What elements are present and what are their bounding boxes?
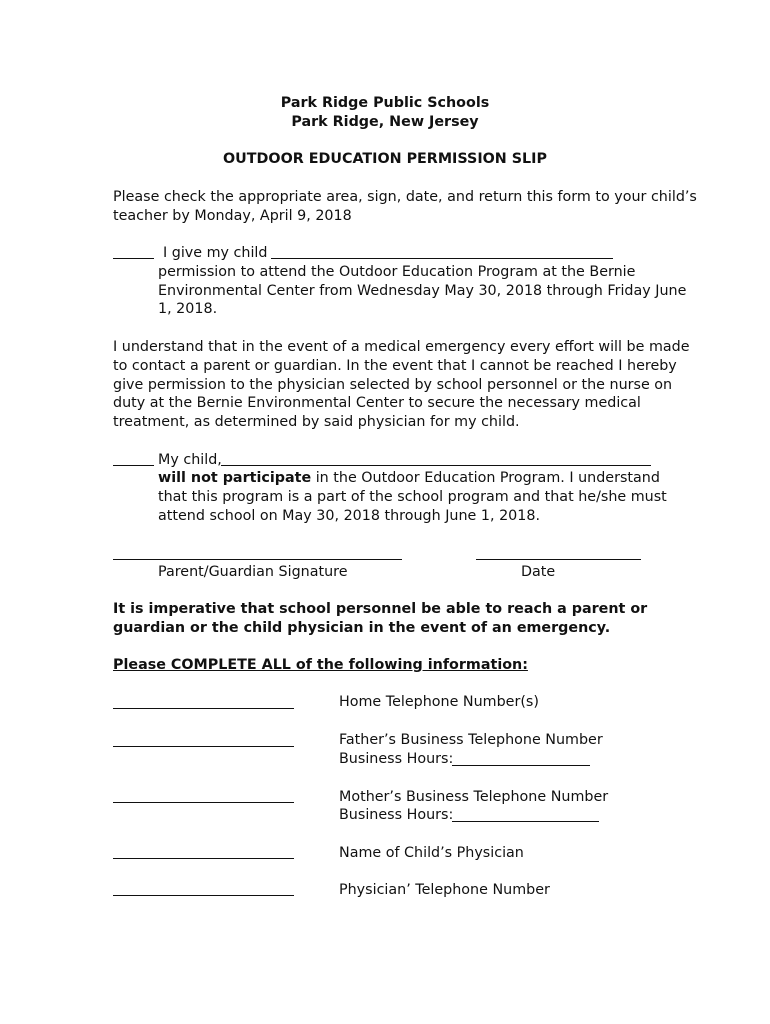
page-title: OUTDOOR EDUCATION PERMISSION SLIP <box>223 151 547 167</box>
physician-phone-field[interactable] <box>113 895 294 896</box>
decline-text-1 <box>158 469 660 487</box>
instructions-line-1: Please check the appropriate area, sign, date, and return this form to your child’s <box>113 189 697 205</box>
father-phone-field[interactable] <box>113 746 294 747</box>
child-name-field[interactable] <box>271 258 613 259</box>
notice-line-2: guardian or the child physician in the event of an emergency. <box>113 620 611 636</box>
date-label: Date <box>521 564 556 580</box>
medical-text-4: duty at the Bernie Environmental Center to secure the necessary medical <box>113 395 641 411</box>
physician-name-label: Name of Child’s Physician <box>339 845 524 861</box>
give-permission-text-3: 1, 2018. <box>158 301 218 317</box>
physician-phone-label: Physician’ Telephone Number <box>339 882 550 898</box>
father-hours-label: Business Hours: <box>339 751 454 767</box>
decline-child-name-field[interactable] <box>221 465 651 466</box>
mother-hours-label: Business Hours: <box>339 807 454 823</box>
medical-text-3: give permission to the physician selected by school personnel or the nurse on <box>113 377 673 393</box>
medical-text-1: I understand that in the event of a medical emergency every effort will be made <box>113 339 690 355</box>
give-permission-text-2: Environmental Center from Wednesday May 30, 2018 through Friday June <box>158 283 687 299</box>
mother-hours-field[interactable] <box>452 821 599 822</box>
give-permission-check-blank[interactable] <box>113 258 154 259</box>
school-name: Park Ridge Public Schools <box>280 95 490 111</box>
father-hours-field[interactable] <box>452 765 590 766</box>
medical-text-2: to contact a parent or guardian. In the event that I cannot be reached I hereby <box>113 358 677 374</box>
date-field[interactable] <box>476 559 641 560</box>
mother-phone-label: Mother’s Business Telephone Number <box>339 789 609 805</box>
decline-label: My child, <box>158 452 222 468</box>
instructions-line-2: teacher by Monday, April 9, 2018 <box>113 208 352 224</box>
physician-name-field[interactable] <box>113 858 294 859</box>
give-permission-label: I give my child <box>163 245 268 261</box>
give-permission-text-1: permission to attend the Outdoor Education Program at the Bernie <box>158 264 636 280</box>
medical-text-5: treatment, as determined by said physician for my child. <box>113 414 520 430</box>
decline-text-3: attend school on May 30, 2018 through June 1, 2018. <box>158 508 541 524</box>
decline-text-2: that this program is a part of the school program and that he/she must <box>158 489 667 505</box>
signature-label: Parent/Guardian Signature <box>158 564 348 580</box>
notice-line-1: It is imperative that school personnel be able to reach a parent or <box>113 601 648 617</box>
decline-text-1-rest: in the Outdoor Education Program. I understand <box>311 470 660 486</box>
complete-heading: Please COMPLETE ALL of the following information: <box>113 657 528 673</box>
signature-field[interactable] <box>113 559 402 560</box>
will-not-participate: will not participate <box>158 470 312 486</box>
decline-check-blank[interactable] <box>113 465 154 466</box>
father-phone-label: Father’s Business Telephone Number <box>339 732 603 748</box>
home-phone-label: Home Telephone Number(s) <box>339 694 539 710</box>
home-phone-field[interactable] <box>113 708 294 709</box>
mother-phone-field[interactable] <box>113 802 294 803</box>
school-location: Park Ridge, New Jersey <box>291 114 479 130</box>
